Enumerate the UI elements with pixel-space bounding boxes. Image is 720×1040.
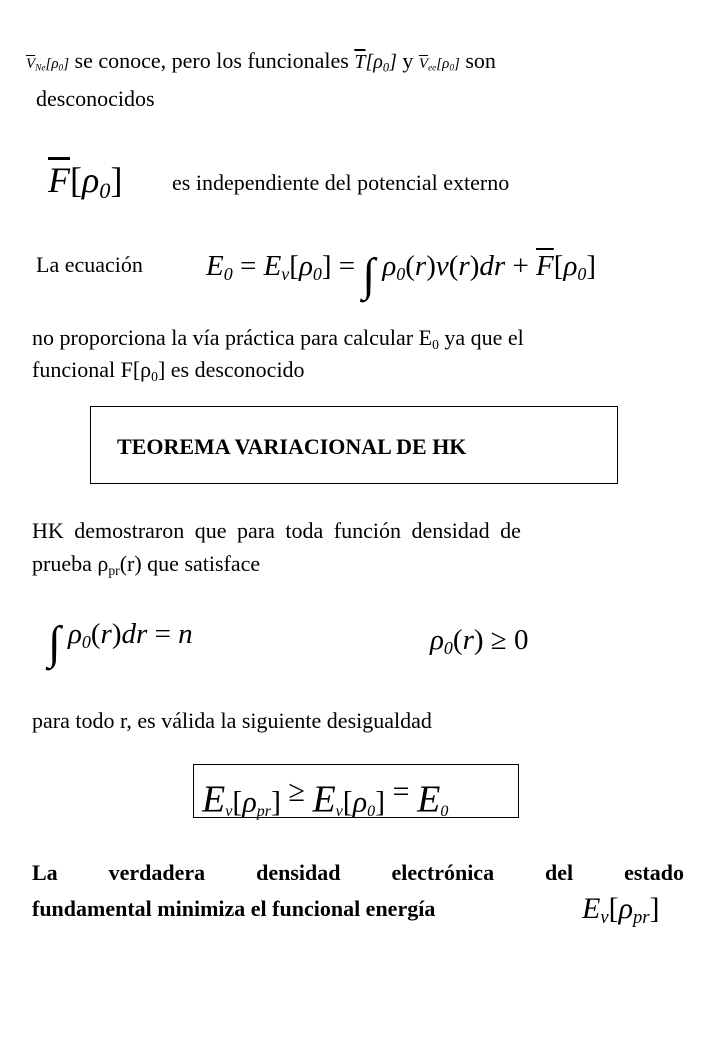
f-functional: $\overline{F}[\rho_0]$ — [48, 160, 123, 204]
vne-functional: $\overline{V}_{Ne}[\rho_0]$ — [26, 56, 70, 74]
vee-functional: $\overline{V}_{ee}[\rho_0]$ — [418, 56, 460, 74]
line1-text-a: se conoce, pero los funcionales — [74, 48, 349, 73]
para1-line1: no proporciona la vía práctica para calcular $E_0$ ya que el — [32, 325, 524, 352]
line1-text-b: y — [402, 48, 414, 73]
para4-line1: La verdadera densidad electrónica del estado — [32, 860, 684, 885]
para2-line2: prueba $\rho_{pr}(r)$ que satisface — [32, 551, 261, 578]
energy-equation: $E_0 = E_v[\rho_0]$ = ∫ $\rho_0(r)v(r)dr + \overline{F}[\rho_0]$ — [206, 249, 597, 301]
ev-functional: $E_v[\rho_{pr}]$ — [582, 892, 660, 929]
theorem-title: TEOREMA VARIACIONAL DE HK — [117, 434, 467, 459]
nonnegativity-equation: $\rho_0(r) \ge 0$ — [430, 624, 529, 659]
para4-line2: fundamental minimiza el funcional energía — [32, 896, 436, 921]
line1-text-c: son — [465, 48, 496, 73]
normalization-equation: ∫ $\rho_0(r)dr = n$ — [48, 617, 193, 669]
para1-line2: funcional $F[\rho_0]$ es desconocido — [32, 357, 305, 384]
para2-line1: HK demostraron que para toda función densidad de — [32, 518, 521, 543]
line1 — [26, 48, 706, 82]
inequality-equation: $E_v[\rho_{pr}] \ge E_v[\rho_0] = E_0$ — [202, 775, 449, 821]
line1-cont: desconocidos — [36, 86, 155, 111]
theorem-box — [90, 406, 618, 484]
line3-label: La ecuación — [36, 252, 143, 277]
para3-text: para todo r, es válida la siguiente desigualdad — [32, 708, 432, 733]
t-functional: $\overline{T}[\rho_0]$ — [354, 51, 397, 75]
line2-text: es independiente del potencial externo — [172, 170, 510, 195]
